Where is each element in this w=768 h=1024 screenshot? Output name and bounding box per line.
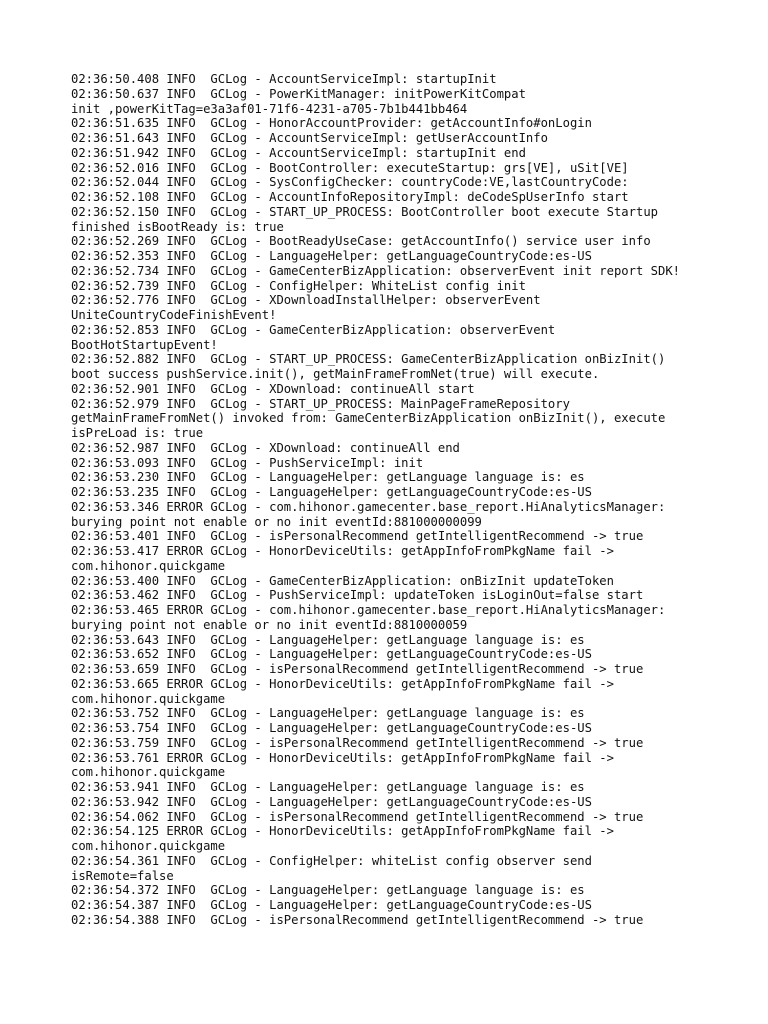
log-line: com.hihonor.quickgame — [71, 839, 226, 853]
log-line: 02:36:52.901 INFO GCLog - XDownload: continueAll start — [71, 381, 475, 396]
log-line: 02:36:53.230 INFO GCLog - LanguageHelper: getLanguage language is: es — [71, 470, 585, 485]
log-line: 02:36:53.659 INFO GCLog - isPersonalRecommend getIntelligentRecommend -> true — [71, 662, 644, 676]
log-line: 02:36:53.400 INFO GCLog - GameCenterBizApplication: onBizInit updateToken — [71, 573, 614, 588]
log-line: 02:36:53.093 INFO GCLog - PushServiceImpl: init — [71, 455, 424, 470]
log-line: 02:36:53.665 ERROR GCLog - HonorDeviceUtils: getAppInfoFromPkgName fail -> — [71, 676, 614, 691]
log-text-block — [71, 72, 711, 928]
log-line: 02:36:53.465 ERROR GCLog - com.hihonor.gamecenter.base_report.HiAnalyticsManager: — [71, 603, 666, 617]
log-line: 02:36:52.734 INFO GCLog - GameCenterBizApplication: observerEvent init report SDK! — [71, 263, 681, 278]
log-line: 02:36:54.387 INFO GCLog - LanguageHelper: getLanguageCountryCode:es-US — [71, 898, 592, 912]
log-line: 02:36:53.761 ERROR GCLog - HonorDeviceUtils: getAppInfoFromPkgName fail -> — [71, 750, 614, 765]
log-line: 02:36:52.269 INFO GCLog - BootReadyUseCase: getAccountInfo() service user info — [71, 234, 651, 249]
log-line: 02:36:53.417 ERROR GCLog - HonorDeviceUtils: getAppInfoFromPkgName fail -> — [71, 544, 614, 558]
log-line: 02:36:53.346 ERROR GCLog - com.hihonor.gamecenter.base_report.HiAnalyticsManager: — [71, 499, 666, 514]
log-line: 02:36:53.942 INFO GCLog - LanguageHelper: getLanguageCountryCode:es-US — [71, 794, 592, 809]
log-line: burying point not enable or no init eventId:8810000059 — [71, 617, 468, 632]
log-line: 02:36:52.739 INFO GCLog - ConfigHelper: WhiteList config init — [71, 278, 526, 293]
log-line: 02:36:51.942 INFO GCLog - AccountServiceImpl: startupInit end — [71, 145, 526, 160]
log-line: 02:36:51.643 INFO GCLog - AccountServiceImpl: getUserAccountInfo — [71, 131, 548, 145]
log-line: com.hihonor.quickgame — [71, 765, 226, 780]
log-line: 02:36:52.979 INFO GCLog - START_UP_PROCESS: MainPageFrameRepository — [71, 396, 570, 411]
log-line: 02:36:52.108 INFO GCLog - AccountInfoRepositoryImpl: deCodeSpUserInfo start — [71, 190, 629, 204]
log-line: finished isBootReady is: true — [71, 219, 284, 234]
log-line: 02:36:52.353 INFO GCLog - LanguageHelper: getLanguageCountryCode:es-US — [71, 249, 592, 263]
log-line: com.hihonor.quickgame — [71, 691, 226, 706]
log-line: UniteCountryCodeFinishEvent! — [71, 308, 277, 322]
log-line: com.hihonor.quickgame — [71, 558, 226, 573]
log-line: 02:36:52.776 INFO GCLog - XDownloadInstallHelper: observerEvent — [71, 293, 541, 308]
log-line: 02:36:52.044 INFO GCLog - SysConfigChecker: countryCode:VE,lastCountryCode: — [71, 175, 629, 190]
log-line: burying point not enable or no init eventId:881000000099 — [71, 514, 482, 529]
log-line: 02:36:53.759 INFO GCLog - isPersonalRecommend getIntelligentRecommend -> true — [71, 735, 644, 750]
log-line: 02:36:53.643 INFO GCLog - LanguageHelper: getLanguage language is: es — [71, 632, 585, 647]
log-line: 02:36:53.652 INFO GCLog - LanguageHelper: getLanguageCountryCode:es-US — [71, 647, 592, 662]
log-line: boot success pushService.init(), getMainFrameFromNet(true) will execute. — [71, 367, 600, 381]
log-line: isRemote=false — [71, 868, 174, 883]
log-line: 02:36:52.853 INFO GCLog - GameCenterBizApplication: observerEvent — [71, 322, 556, 337]
log-line: 02:36:50.637 INFO GCLog - PowerKitManager: initPowerKitCompat — [71, 86, 526, 101]
log-line: 02:36:54.372 INFO GCLog - LanguageHelper: getLanguage language is: es — [71, 883, 585, 898]
log-line: 02:36:54.388 INFO GCLog - isPersonalRecommend getIntelligentRecommend -> true — [71, 912, 644, 927]
log-line: 02:36:53.941 INFO GCLog - LanguageHelper: getLanguage language is: es — [71, 780, 585, 794]
log-line: getMainFrameFromNet() invoked from: GameCenterBizApplication onBizInit(), execute — [71, 411, 666, 426]
log-line: init ,powerKitTag=e3a3af01-71f6-4231-a705-7b1b441bb464 — [71, 101, 468, 116]
log-line: BootHotStartupEvent! — [71, 337, 218, 352]
log-line: 02:36:53.754 INFO GCLog - LanguageHelper: getLanguageCountryCode:es-US — [71, 721, 592, 735]
log-line: 02:36:54.361 INFO GCLog - ConfigHelper: whiteList config observer send — [71, 853, 592, 868]
log-line: 02:36:52.150 INFO GCLog - START_UP_PROCESS: BootController boot execute Startup — [71, 204, 658, 219]
log-line: 02:36:53.401 INFO GCLog - isPersonalRecommend getIntelligentRecommend -> true — [71, 529, 644, 544]
log-line: 02:36:50.408 INFO GCLog - AccountServiceImpl: startupInit — [71, 72, 497, 86]
log-line: 02:36:53.752 INFO GCLog - LanguageHelper: getLanguage language is: es — [71, 706, 585, 721]
log-line: 02:36:52.016 INFO GCLog - BootController: executeStartup: grs[VE], uSit[VE] — [71, 160, 629, 175]
log-line: 02:36:52.882 INFO GCLog - START_UP_PROCESS: GameCenterBizApplication onBizInit() — [71, 352, 666, 367]
log-line: 02:36:51.635 INFO GCLog - HonorAccountProvider: getAccountInfo#onLogin — [71, 116, 592, 131]
log-line: 02:36:53.462 INFO GCLog - PushServiceImpl: updateToken isLoginOut=false start — [71, 588, 644, 603]
log-line: 02:36:53.235 INFO GCLog - LanguageHelper: getLanguageCountryCode:es-US — [71, 485, 592, 499]
log-line: isPreLoad is: true — [71, 426, 204, 440]
log-line: 02:36:54.125 ERROR GCLog - HonorDeviceUtils: getAppInfoFromPkgName fail -> — [71, 824, 614, 839]
log-line: 02:36:52.987 INFO GCLog - XDownload: continueAll end — [71, 440, 460, 455]
log-line: 02:36:54.062 INFO GCLog - isPersonalRecommend getIntelligentRecommend -> true — [71, 809, 644, 824]
